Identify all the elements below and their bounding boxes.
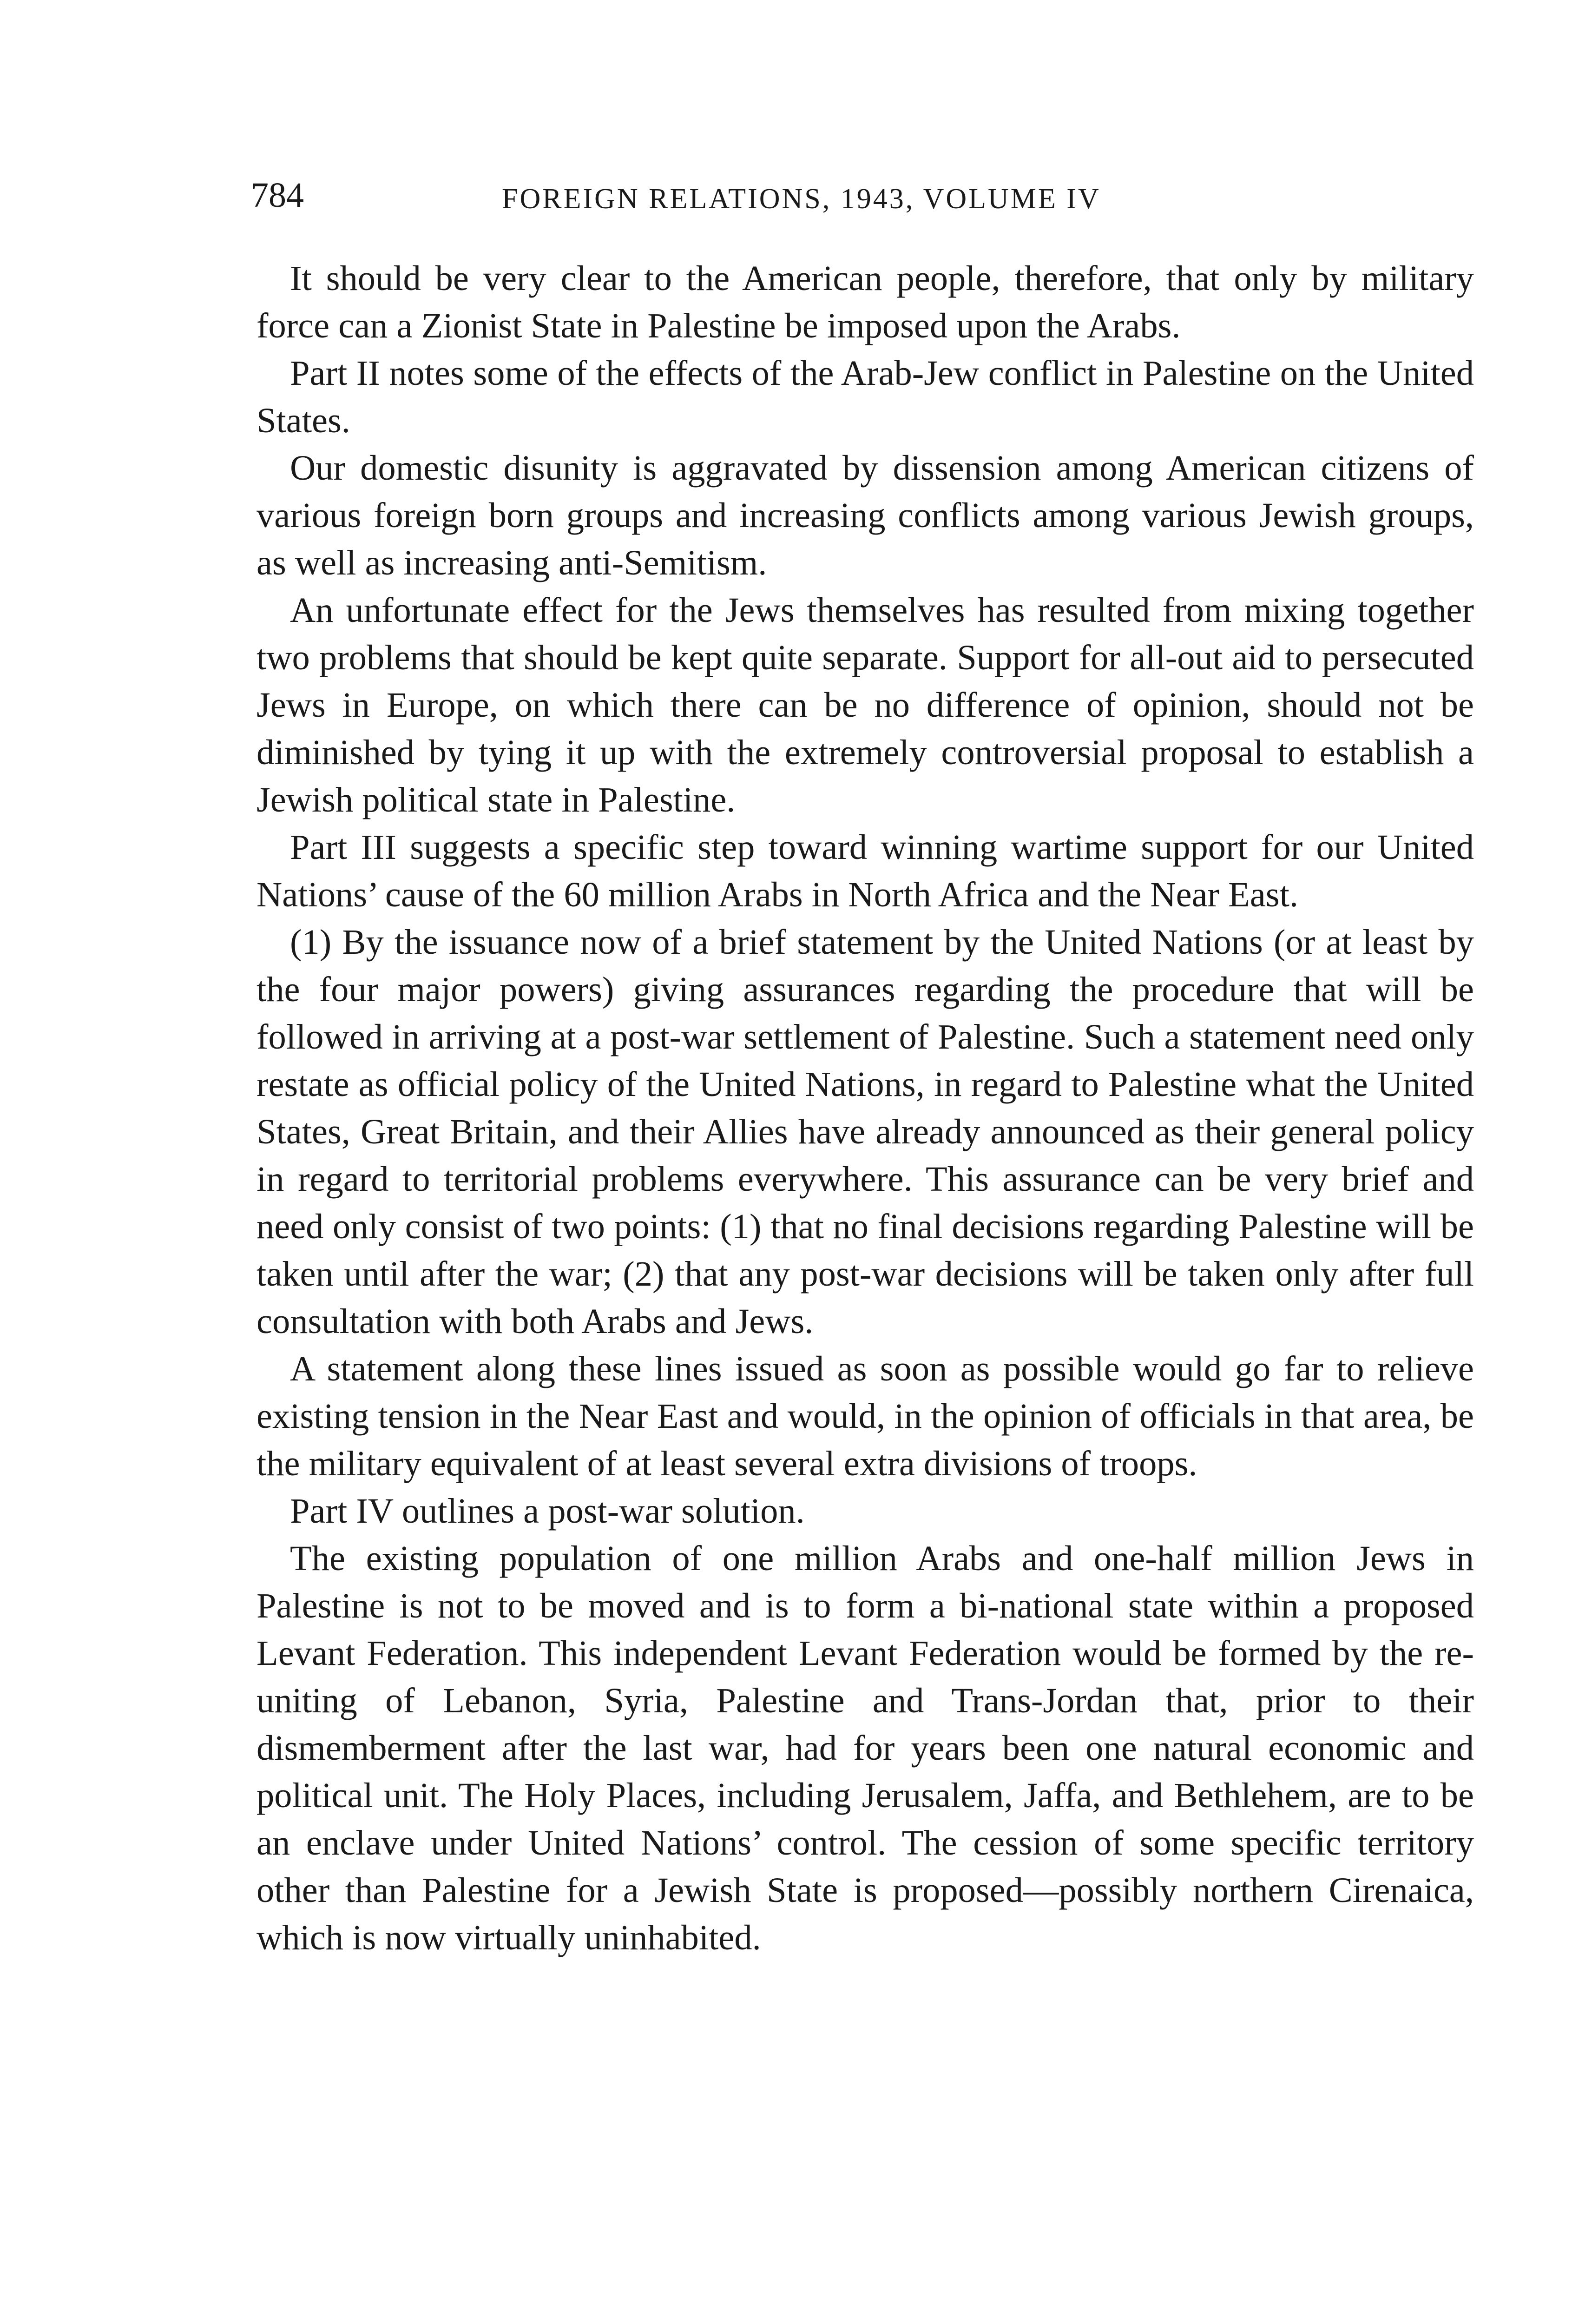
paragraph-existing-population: The existing population of one million Arabs and one-half million Jews in Palestine is not to be moved and is to form a bi-national state within a proposed Levant Federation. This independent Levant Federation would be formed by the re-uniting of Lebanon, Syria, Palestine and Trans-Jordan that, prior to their dismemberment after the last war, had for years been one natural economic and political unit. The Holy Places, including Jerusalem, Jaffa, and Bethlehem, are to be an enclave under United Nations’ control. The cession of some specific territory other than Palestine for a Jewish State is proposed—possibly northern Cirenaica, which is now virtually uninhabited. <box>257 1538 1474 1957</box>
body-text <box>257 255 1474 1961</box>
paragraph-statement-effect: A statement along these lines issued as soon as possible would go far to relieve existing tension in the Near East and would, in the opinion of officials in that area, be the military equivalent of at least several extra divisions of troops. <box>257 1349 1474 1483</box>
paragraph-military-force: It should be very clear to the American people, therefore, that only by military force can a Zionist State in Palestine be imposed upon the Arabs. <box>257 258 1474 345</box>
page-number: 784 <box>251 176 304 215</box>
paragraph-part-iii: Part III suggests a specific step toward winning wartime support for our United Nations’ cause of the 60 million Arabs in North Africa and the Near East. <box>257 827 1474 914</box>
paragraph-issuance-statement: (1) By the issuance now of a brief statement by the United Nations (or at least by the four major powers) giving assurances regarding the procedure that will be followed in arriving at a post-war settlement of Palestine. Such a statement need only restate as official policy of the United Nations, in regard to Palestine what the United States, Great Britain, and their Allies have already announced as their general policy in regard to territorial problems everywhere. This assurance can be very brief and need only consist of two points: (1) that no final decisions regarding Palestine will be taken until after the war; (2) that any post-war decisions will be taken only after full consultation with both Arabs and Jews. <box>257 922 1474 1341</box>
paragraph-unfortunate-effect: An unfortunate effect for the Jews themselves has resulted from mixing together two problems that should be kept quite separate. Support for all-out aid to persecuted Jews in Europe, on which there can be no difference of opinion, should not be diminished by tying it up with the extremely controversial proposal to establish a Jewish political state in Palestine. <box>257 590 1474 819</box>
running-head: FOREIGN RELATIONS, 1943, VOLUME IV <box>502 183 1101 215</box>
page-header <box>251 172 1482 223</box>
paragraph-part-iv: Part IV outlines a post-war solution. <box>290 1491 805 1531</box>
paragraph-domestic-disunity: Our domestic disunity is aggravated by dissension among American citizens of various foreign born groups and increasing conflicts among various Jewish groups, as well as increasing anti-Semitism. <box>257 448 1474 582</box>
paragraph-part-ii: Part II notes some of the effects of the Arab-Jew conflict in Palestine on the United States. <box>257 353 1474 440</box>
